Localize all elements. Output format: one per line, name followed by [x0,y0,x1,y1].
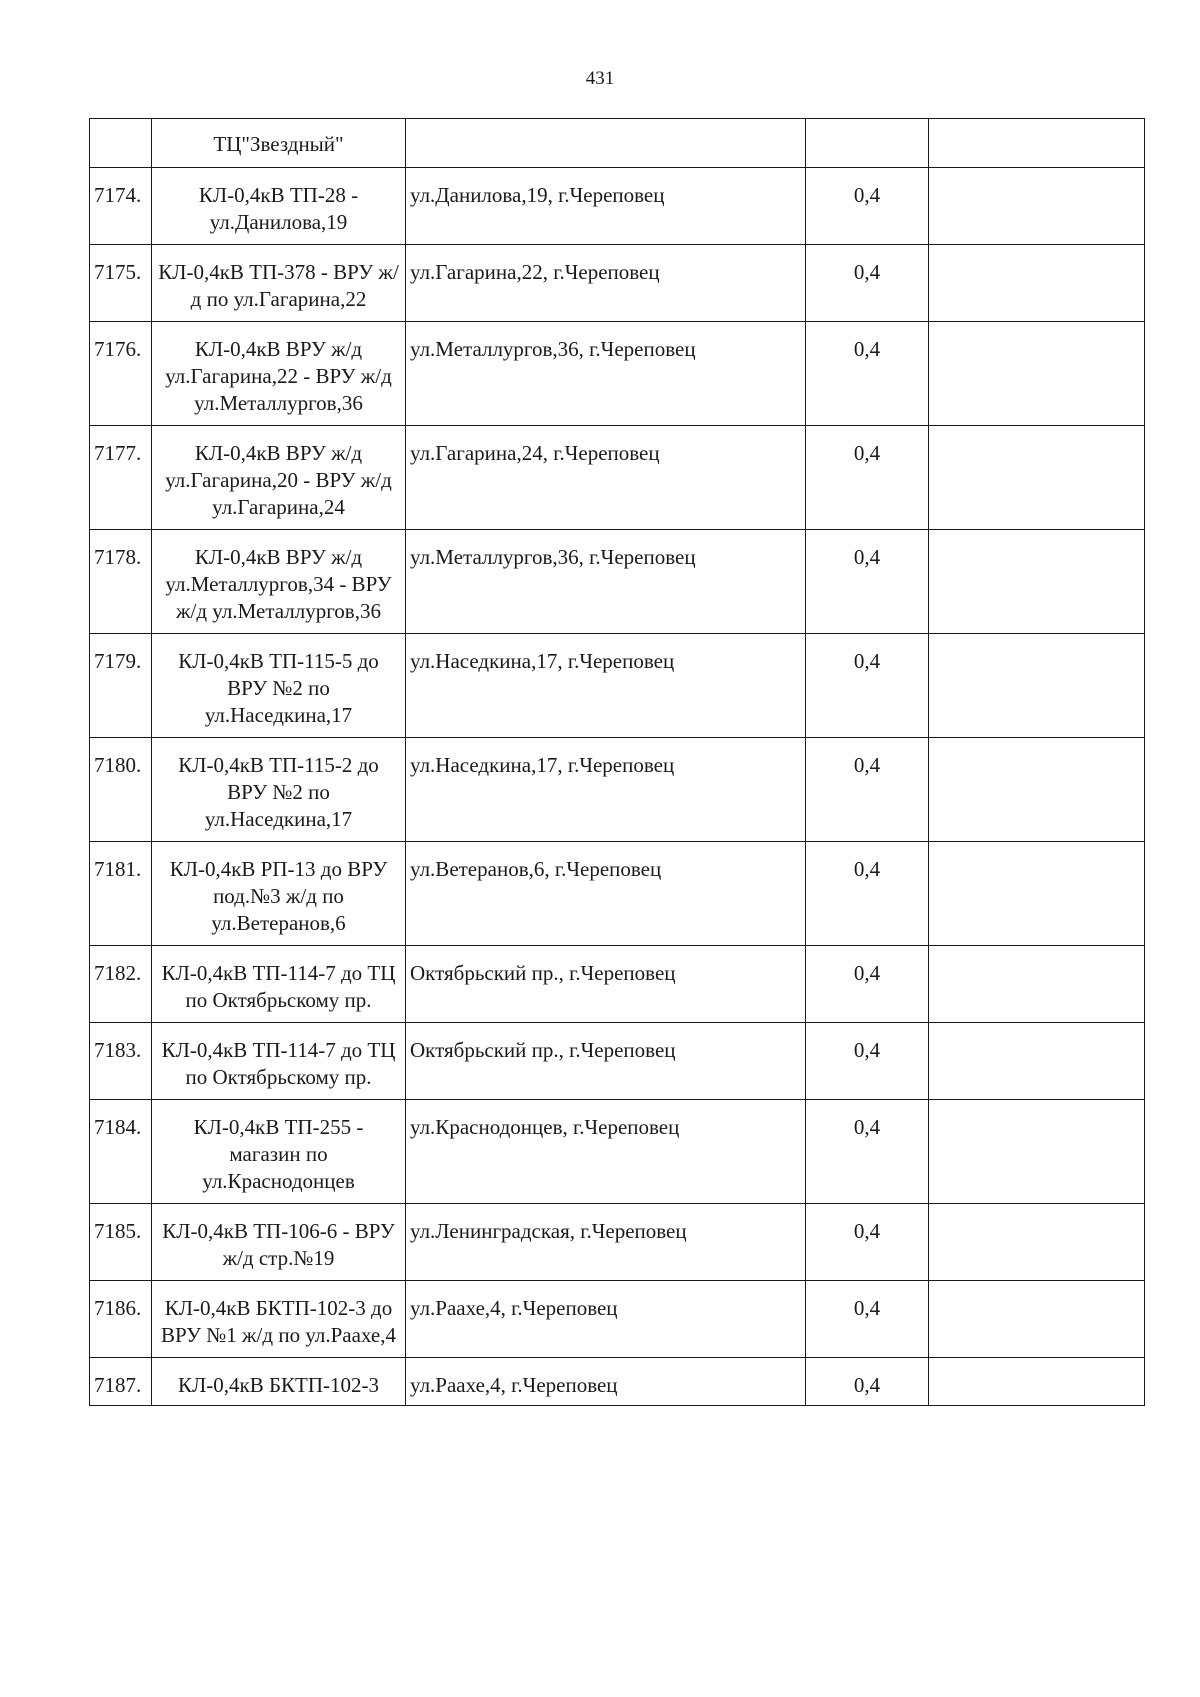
row-number-cell [90,119,152,168]
line-name-cell: КЛ-0,4кВ ТП-114-7 до ТЦ по Октябрьскому пр. [152,946,406,1023]
row-number-cell: 7183. [90,1023,152,1100]
voltage-cell: 0,4 [806,842,929,946]
address-cell: ул.Ветеранов,6, г.Череповец [406,842,806,946]
voltage-cell: 0,4 [806,322,929,426]
line-name-cell: КЛ-0,4кВ ТП-115-2 до ВРУ №2 по ул.Наседкина,17 [152,738,406,842]
extra-cell [929,1281,1145,1358]
line-name-cell: КЛ-0,4кВ ВРУ ж/д ул.Металлургов,34 - ВРУ ж/д ул.Металлургов,36 [152,530,406,634]
extra-cell [929,738,1145,842]
extra-cell [929,634,1145,738]
line-name-cell: КЛ-0,4кВ ТП-28 - ул.Данилова,19 [152,168,406,245]
row-number-cell: 7180. [90,738,152,842]
address-cell: ул.Металлургов,36, г.Череповец [406,530,806,634]
row-number-cell: 7177. [90,426,152,530]
table-row [90,738,1145,842]
extra-cell [929,1023,1145,1100]
table-row [90,426,1145,530]
extra-cell [929,426,1145,530]
row-number-cell: 7176. [90,322,152,426]
line-name-cell: ТЦ"Звездный" [152,119,406,168]
voltage-cell: 0,4 [806,946,929,1023]
row-number-cell: 7182. [90,946,152,1023]
address-cell: ул.Краснодонцев, г.Череповец [406,1100,806,1204]
extra-cell [929,842,1145,946]
line-name-cell: КЛ-0,4кВ ВРУ ж/д ул.Гагарина,20 - ВРУ ж/д ул.Гагарина,24 [152,426,406,530]
address-cell: Октябрьский пр., г.Череповец [406,946,806,1023]
table-row [90,946,1145,1023]
table-row [90,245,1145,322]
row-number-cell: 7175. [90,245,152,322]
address-cell: ул.Данилова,19, г.Череповец [406,168,806,245]
voltage-cell: 0,4 [806,1358,929,1406]
line-name-cell: КЛ-0,4кВ ТП-378 - ВРУ ж/д по ул.Гагарина,22 [152,245,406,322]
voltage-cell: 0,4 [806,634,929,738]
row-number-cell: 7181. [90,842,152,946]
address-cell: ул.Наседкина,17, г.Череповец [406,634,806,738]
row-number-cell: 7178. [90,530,152,634]
address-cell: ул.Раахе,4, г.Череповец [406,1358,806,1406]
voltage-cell: 0,4 [806,1281,929,1358]
voltage-cell: 0,4 [806,168,929,245]
voltage-cell: 0,4 [806,1100,929,1204]
extra-cell [929,530,1145,634]
table-row [90,530,1145,634]
table-row [90,1100,1145,1204]
extra-cell [929,322,1145,426]
line-name-cell: КЛ-0,4кВ ТП-255 - магазин по ул.Краснодонцев [152,1100,406,1204]
table-row [90,1281,1145,1358]
voltage-cell: 0,4 [806,1023,929,1100]
line-name-cell: КЛ-0,4кВ БКТП-102-3 до ВРУ №1 ж/д по ул.Раахе,4 [152,1281,406,1358]
line-name-cell: КЛ-0,4кВ ТП-114-7 до ТЦ по Октябрьскому пр. [152,1023,406,1100]
line-name-cell: КЛ-0,4кВ ВРУ ж/д ул.Гагарина,22 - ВРУ ж/д ул.Металлургов,36 [152,322,406,426]
address-cell: ул.Наседкина,17, г.Череповец [406,738,806,842]
address-cell: ул.Ленинградская, г.Череповец [406,1204,806,1281]
address-cell [406,119,806,168]
address-cell: ул.Металлургов,36, г.Череповец [406,322,806,426]
table-row [90,634,1145,738]
extra-cell [929,119,1145,168]
voltage-cell: 0,4 [806,530,929,634]
registry-table [89,118,1145,1406]
voltage-cell: 0,4 [806,1204,929,1281]
extra-cell [929,168,1145,245]
table-row [90,842,1145,946]
voltage-cell: 0,4 [806,738,929,842]
row-number-cell: 7174. [90,168,152,245]
voltage-cell [806,119,929,168]
address-cell: Октябрьский пр., г.Череповец [406,1023,806,1100]
table-row [90,1023,1145,1100]
line-name-cell: КЛ-0,4кВ БКТП-102-3 [152,1358,406,1406]
address-cell: ул.Раахе,4, г.Череповец [406,1281,806,1358]
line-name-cell: КЛ-0,4кВ ТП-115-5 до ВРУ №2 по ул.Наседкина,17 [152,634,406,738]
extra-cell [929,946,1145,1023]
extra-cell [929,1100,1145,1204]
line-name-cell: КЛ-0,4кВ РП-13 до ВРУ под.№3 ж/д по ул.Ветеранов,6 [152,842,406,946]
row-number-cell: 7185. [90,1204,152,1281]
voltage-cell: 0,4 [806,426,929,530]
page-number: 431 [585,68,615,89]
voltage-cell: 0,4 [806,245,929,322]
extra-cell [929,245,1145,322]
table-row [90,1358,1145,1406]
table-row [90,1204,1145,1281]
row-number-cell: 7186. [90,1281,152,1358]
table-row [90,119,1145,168]
address-cell: ул.Гагарина,22, г.Череповец [406,245,806,322]
registry-table-body [90,119,1145,1406]
row-number-cell: 7179. [90,634,152,738]
table-row [90,168,1145,245]
extra-cell [929,1204,1145,1281]
row-number-cell: 7187. [90,1358,152,1406]
table-row [90,322,1145,426]
address-cell: ул.Гагарина,24, г.Череповец [406,426,806,530]
line-name-cell: КЛ-0,4кВ ТП-106-6 - ВРУ ж/д стр.№19 [152,1204,406,1281]
row-number-cell: 7184. [90,1100,152,1204]
extra-cell [929,1358,1145,1406]
